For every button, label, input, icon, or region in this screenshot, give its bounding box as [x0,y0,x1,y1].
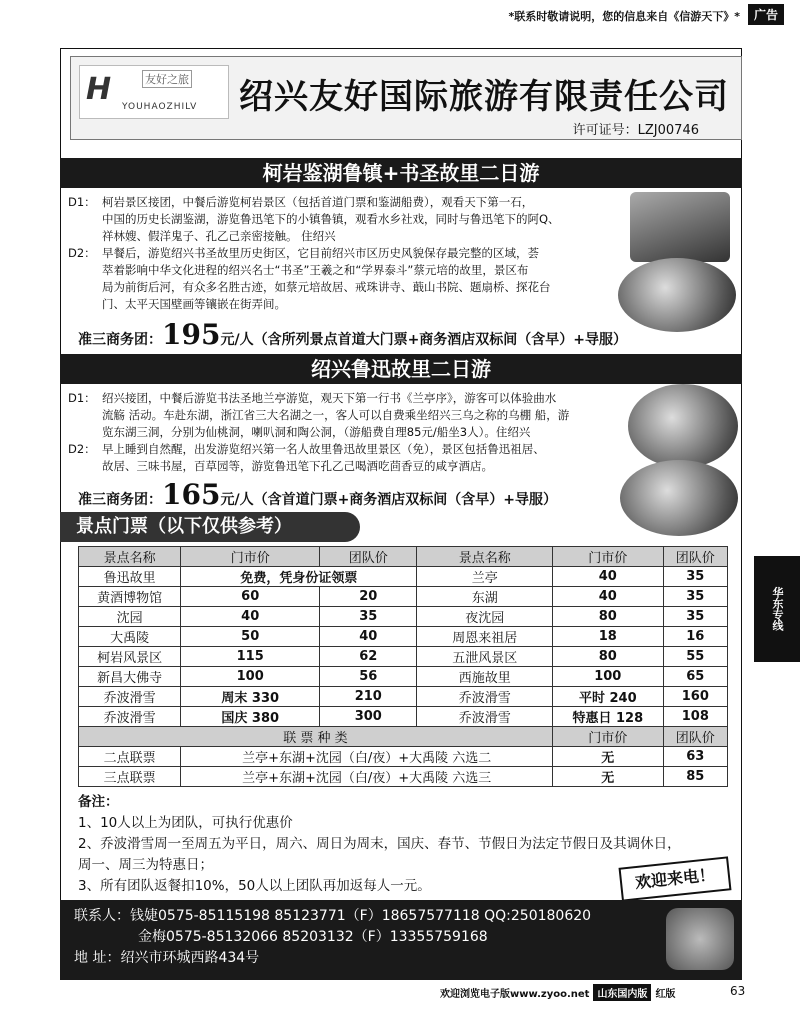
cell: 80 [552,607,663,627]
cell: 108 [663,707,727,727]
cell: 五泄风景区 [417,647,553,667]
cell: 35 [320,607,417,627]
itin-line: 局为前街后河，有众多名胜古迹，如蔡元培故居、戒珠讲寺、蕺山书院、题扇桥、探花台 [102,280,551,294]
cell: 兰亭+东湖+沈园（白/夜）+大禹陵 六选二 [181,747,553,767]
cell: 60 [181,587,320,607]
cell: 115 [181,647,320,667]
table-row [79,747,728,767]
cell: 62 [320,647,417,667]
cell: 85 [663,767,727,787]
col-header: 门市价 [552,547,663,567]
cell: 黄酒博物馆 [79,587,181,607]
cell: 柯岩风景区 [79,647,181,667]
cell: 平时 240 [552,687,663,707]
cell: 65 [663,667,727,687]
note-item: 1、10人以上为团队，可执行优惠价 [78,815,293,831]
cell: 300 [320,707,417,727]
table-row [79,647,728,667]
tickets-table [78,546,728,787]
cell: 三点联票 [79,767,181,787]
table-row [79,707,728,727]
table-row [79,767,728,787]
footer-edition: 山东国内版 [593,984,651,1001]
cell: 二点联票 [79,747,181,767]
price-amount: 195 [162,318,221,351]
note-item: 周一、周三为特惠日； [78,857,213,873]
note-item: 3、所有团队返餐扣10%，50人以上团队再加返每人一元。 [78,878,431,894]
cell: 国庆 380 [181,707,320,727]
itin-line: 流觞 活动。车赴东湖，浙江省三大名湖之一，客人可以自费乘坐绍兴三乌之称的乌棚 船，游 [102,408,570,422]
tour2-itinerary [68,390,628,475]
tour1-photo-2 [618,258,736,332]
tour2-title: 绍兴鲁迅故里二日游 [60,354,742,384]
cell: 35 [663,567,727,587]
footer-color: 红版 [655,989,676,1000]
contact-box [60,900,742,980]
cell: 鲁迅故里 [79,567,181,587]
license-number: 许可证号：LZJ00746 [572,123,699,138]
contact-phones-2: 金梅0575-85132066 85203132（F）13355759168 [138,929,488,945]
cell: 56 [320,667,417,687]
cell: 沈园 [79,607,181,627]
cell: 特惠日 128 [552,707,663,727]
page-number: 63 [730,984,746,998]
tour1-photo-1 [630,192,730,262]
price-suffix: 元/人（含所列景点首道大门票+商务酒店双标间（含早）+导服） [220,332,628,348]
cell: 100 [181,667,320,687]
itin-line: 萃着影响中华文化进程的绍兴名士“书圣”王羲之和“学界泰斗”蔡元培的故里，景区布 [102,263,529,277]
day-label: D2： [68,246,96,260]
address-label: 地 址： [74,950,121,966]
cell: 周恩来祖居 [417,627,553,647]
footer-url: 欢迎浏览电子版www.zyoo.net [440,989,590,1000]
note-item: 2、乔波滑雪周一至周五为平日，周六、周日为周末，国庆、春节、节假日为法定节假日及其调休日， [78,836,681,852]
col-header: 团队价 [320,547,417,567]
col-header: 景点名称 [79,547,181,567]
logo-en-text: YOUHAOZHILV [122,102,198,112]
table-row [79,567,728,587]
cell: 160 [663,687,727,707]
col-header: 联 票 种 类 [79,727,553,747]
cell: 55 [663,647,727,667]
table-row [79,587,728,607]
cell: 18 [552,627,663,647]
table-row [79,627,728,647]
price-amount: 165 [162,478,221,511]
tour1-title: 柯岩鉴湖鲁镇+书圣故里二日游 [60,158,742,188]
cell: 西施故里 [417,667,553,687]
cell: 80 [552,647,663,667]
logo-cn-text: 友好之旅 [142,70,192,88]
col-header: 团队价 [663,547,727,567]
itin-line: 早餐后，游览绍兴书圣故里历史街区，它目前绍兴市区历史风貌保存最完整的区域，荟 [102,246,539,260]
price-prefix: 准三商务团： [78,492,162,508]
itin-line: 中国的历史长湖鉴湖，游览鲁迅笔下的小镇鲁镇，观看水乡社戏，同时与鲁迅笔下的阿Q、 [102,212,560,226]
cell: 兰亭 [417,567,553,587]
cell: 40 [552,567,663,587]
cell: 63 [663,747,727,767]
cell: 210 [320,687,417,707]
table-row [79,667,728,687]
cell: 兰亭+东湖+沈园（白/夜）+大禹陵 六选三 [181,767,553,787]
combo-header-row [79,727,728,747]
tour2-photo-1 [628,384,738,468]
cell: 夜沈园 [417,607,553,627]
contact-line [74,906,728,927]
col-header: 团队价 [663,727,727,747]
cell: 无 [552,767,663,787]
itin-line: 览东湖三洞，分别为仙桃洞，喇叭洞和陶公洞，（游船费自理85元/船坐3人）。住绍兴 [102,425,531,439]
cell: 免费，凭身份证领票 [181,567,417,587]
itin-line: 门、太平天国壁画等镶嵌在街弄间。 [102,297,286,311]
source-note: *联系时敬请说明，您的信息来自《信游天下》* [508,10,740,23]
cell: 乔波滑雪 [417,707,553,727]
tour2-photo-2 [620,460,738,536]
day-label: D1： [68,195,96,209]
cell: 50 [181,627,320,647]
cell: 无 [552,747,663,767]
logo-mark: H [86,72,112,107]
tour2-price [78,478,557,511]
price-prefix: 准三商务团： [78,332,162,348]
contact-label: 联系人： [74,908,130,924]
cell: 大禹陵 [79,627,181,647]
cell: 乔波滑雪 [79,707,181,727]
col-header: 门市价 [552,727,663,747]
itin-line: 故居、三味书屋，百草园等，游览鲁迅笔下孔乙己喝酒吃茴香豆的咸亨酒店。 [102,459,493,473]
cell: 35 [663,587,727,607]
cell: 100 [552,667,663,687]
address-line [74,948,728,969]
company-name: 绍兴友好国际旅游有限责任公司 [239,77,729,117]
itin-line: 绍兴接团，中餐后游览书法圣地兰亭游览，观天下第一行书《兰亭序》，游客可以体验曲水 [102,391,557,405]
footer [440,984,675,1001]
table-row [79,607,728,627]
cell: 40 [320,627,417,647]
day-label: D1： [68,391,96,405]
col-header: 门市价 [181,547,320,567]
tickets-section-title: 景点门票（以下仅供参考） [60,512,360,542]
side-tab: 华东专线 [754,556,800,662]
cell: 35 [663,607,727,627]
tour1-itinerary [68,194,628,313]
cell: 16 [663,627,727,647]
price-suffix: 元/人（含首道门票+商务酒店双标间（含早）+导服） [220,492,558,508]
cell: 周末 330 [181,687,320,707]
itin-line: 祥林嫂、假洋鬼子、孔乙己亲密接触。 住绍兴 [102,229,336,243]
cell: 乔波滑雪 [79,687,181,707]
notes-title: 备注： [78,794,119,810]
company-header [70,56,742,140]
tour1-price [78,318,627,351]
cell: 20 [320,587,417,607]
company-logo [79,65,229,119]
table-header-row [79,547,728,567]
cell: 乔波滑雪 [417,687,553,707]
itin-line: 早上睡到自然醒，出发游览绍兴第一名人故里鲁迅故里景区（免），景区包括鲁迅祖居、 [102,442,545,456]
table-row [79,687,728,707]
day-label: D2： [68,442,96,456]
telephone-icon [666,908,734,970]
col-header: 景点名称 [417,547,553,567]
address: 绍兴市环城西路434号 [120,950,260,966]
contact-phones-1: 钱婕0575-85115198 85123771（F）18657577118 QQ:250180620 [130,908,592,924]
ad-tag: 广告 [748,4,784,25]
welcome-stamp: 欢迎来电！ [619,856,732,901]
cell: 40 [552,587,663,607]
cell: 新昌大佛寺 [79,667,181,687]
itin-line: 柯岩景区接团，中餐后游览柯岩景区（包括首道门票和鉴湖船费），观看天下第一石， [102,195,534,209]
cell: 40 [181,607,320,627]
cell: 东湖 [417,587,553,607]
